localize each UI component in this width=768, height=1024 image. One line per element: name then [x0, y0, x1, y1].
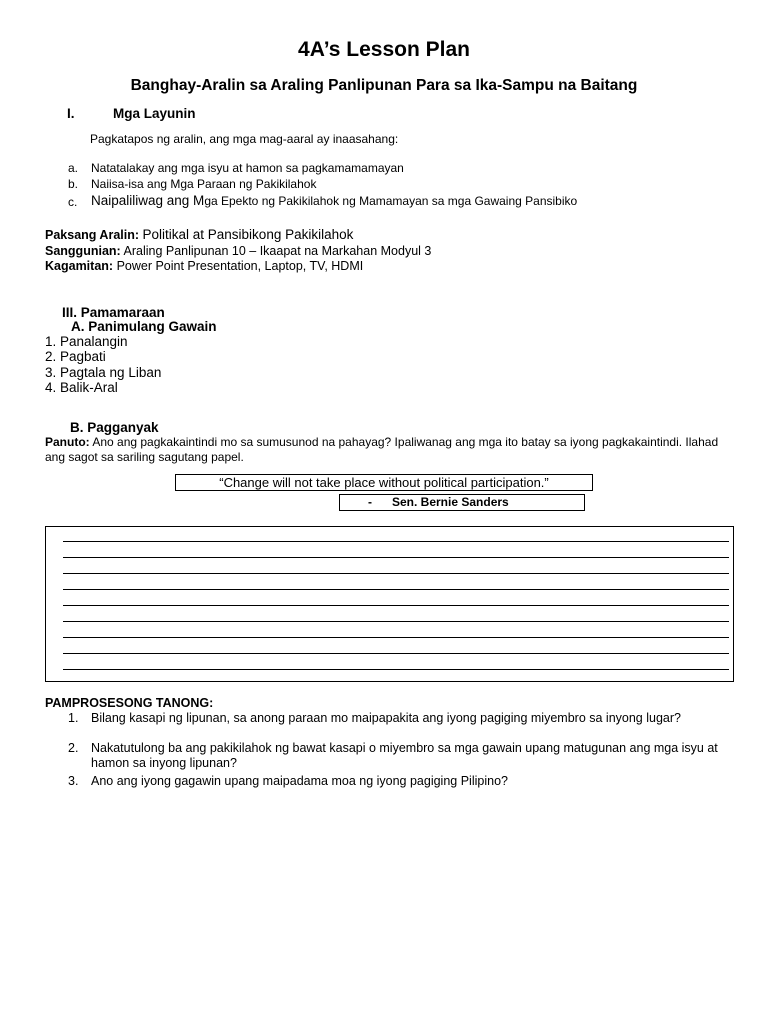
objectives-intro: Pagkatapos ng aralin, ang mga mag-aaral ay inaasahang: [90, 132, 399, 146]
answer-line [63, 573, 729, 574]
answer-box[interactable] [45, 526, 734, 682]
question-text: Nakatutulong ba ang pakikilahok ng bawat kasapi o miyembro sa mga gawain upang matugunan ang mga isyu at hamon sa inyong lipunan? [91, 741, 718, 770]
sanggunian [45, 244, 431, 258]
panuto-text: Ano ang pagkakaintindi mo sa sumusunod na pahayag? Ipaliwanag ang mga ito batay sa iyong pagkakaintindi. Ilahad ang sagot sa sariling sagutang papel. [45, 435, 719, 464]
step-item: 3. Pagtala ng Liban [45, 365, 162, 380]
question-number: 3. [68, 774, 79, 788]
objective-text: Naiisa-isa ang Mga Paraan ng Pakikilahok [91, 177, 317, 191]
section-b-title: B. Pagganyak [70, 420, 159, 435]
answer-line [63, 605, 729, 606]
section-1-title: Mga Layunin [113, 106, 196, 121]
author-dash: - [368, 495, 372, 509]
kagamitan-label: Kagamitan: [45, 259, 114, 273]
sanggunian-label: Sanggunian: [45, 244, 121, 258]
quote-box: “Change will not take place without political participation.” [175, 474, 593, 491]
kagamitan-value: Power Point Presentation, Laptop, TV, HDMI [116, 259, 364, 273]
paksang-label: Paksang Aralin: [45, 228, 140, 242]
answer-line [63, 653, 729, 654]
panuto-instructions [45, 435, 735, 465]
kagamitan [45, 259, 363, 273]
answer-line [63, 589, 729, 590]
objective-text-rest: ga Epekto ng Pakikilahok ng Mamamayan sa mga Gawaing Pansibiko [204, 194, 578, 208]
page-title: 4A’s Lesson Plan [298, 38, 470, 61]
objective-marker: c. [68, 195, 78, 209]
section-3-title: III. Pamamaraan [62, 305, 165, 320]
question-text: Bilang kasapi ng lipunan, sa anong paraan mo maipapakita ang iyong pagiging miyembro sa inyong lugar? [91, 711, 681, 725]
answer-line [63, 669, 729, 670]
question-number: 2. [68, 741, 79, 755]
step-item: 4. Balik-Aral [45, 380, 118, 395]
objective-text [91, 193, 577, 208]
answer-line [63, 557, 729, 558]
objective-marker: a. [68, 161, 79, 175]
answer-line [63, 637, 729, 638]
page-subtitle: Banghay-Aralin sa Araling Panlipunan Para sa Ika-Sampu na Baitang [130, 77, 638, 94]
objective-text: Natatalakay ang mga isyu at hamon sa pagkamamamayan [91, 161, 404, 175]
step-item: 1. Panalangin [45, 334, 128, 349]
section-1-numeral: I. [67, 106, 75, 121]
question-number: 1. [68, 711, 79, 725]
paksang-aralin [45, 227, 353, 242]
answer-line [63, 621, 729, 622]
answer-line [63, 541, 729, 542]
author-name: Sen. Bernie Sanders [392, 495, 509, 509]
quote-author-box [339, 494, 585, 511]
question-text: Ano ang iyong gagawin upang maipadama moa ng iyong pagiging Pilipino? [91, 774, 508, 788]
objective-text-large: Naipaliliwag ang M [91, 193, 205, 208]
step-item: 2. Pagbati [45, 349, 106, 364]
paksang-value: Politikal at Pansibikong Pakikilahok [142, 227, 354, 242]
pamprosesong-title: PAMPROSESONG TANONG: [45, 696, 214, 710]
objective-marker: b. [68, 177, 79, 191]
sanggunian-value: Araling Panlipunan 10 – Ikaapat na Markahan Modyul 3 [123, 244, 432, 258]
section-a-title: A. Panimulang Gawain [71, 319, 217, 334]
panuto-label: Panuto: [45, 435, 90, 449]
